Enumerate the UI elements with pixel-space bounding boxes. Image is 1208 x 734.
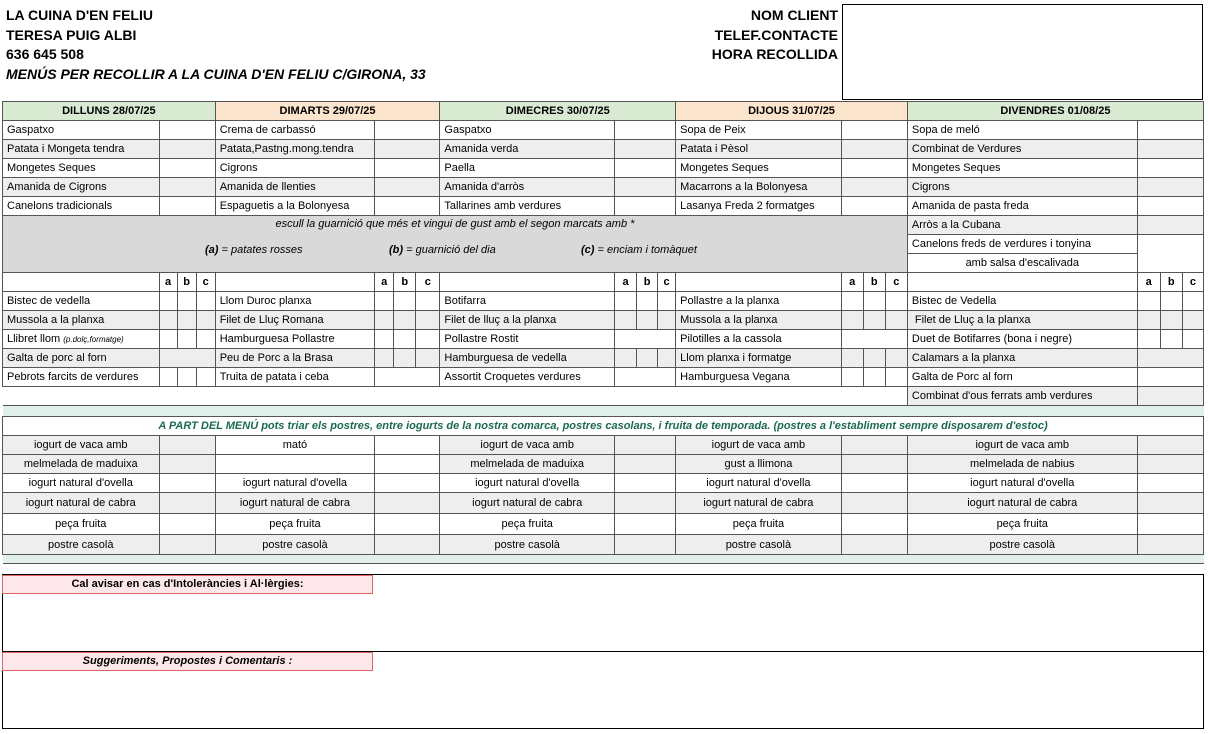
check-a[interactable] [614,349,636,368]
dish-thu-2: Patata i Pèsol [676,140,842,159]
qty-cell[interactable] [841,535,907,555]
check-b[interactable] [394,311,416,330]
dessert-fruit: peça fruita [676,514,842,535]
dish-thu-3: Mongetes Seques [676,159,842,178]
abc-header-row [3,273,1204,292]
qty-cell[interactable] [614,197,675,216]
dish-tue-2: Patata,Pastng.mong.tendra [215,140,375,159]
qty-cell[interactable] [1137,140,1203,159]
qty-cell[interactable] [1137,121,1203,140]
check-a[interactable] [159,311,177,330]
abc-b: b [394,273,416,292]
qty-cell[interactable] [375,159,440,178]
dessert-heading: A PART DEL MENÚ pots triar els postres, entre iogurts de la nostra comarca, postres casolans, i fruita de temporada. (postres a l'establiment sempre disposarem d'estoc) [3,417,1204,436]
qty-cell[interactable] [614,493,675,514]
garnish-note [3,216,908,273]
restaurant-info [6,6,426,84]
qty-cell[interactable] [159,455,215,474]
check-a[interactable] [375,311,394,330]
check-b[interactable] [177,292,196,311]
spacer-row [3,406,1204,417]
dessert-mon-special-2: melmelada de maduixa [3,455,160,474]
dish-wed-2: Amanida verda [440,140,615,159]
second-thu-4: Llom planxa i formatge [676,349,842,368]
abc-b: b [863,273,885,292]
dessert-goat: iogurt natural de cabra [3,493,160,514]
abc-c: c [1182,273,1203,292]
dessert-fruit: peça fruita [440,514,615,535]
dish-tue-1: Crema de carbassó [215,121,375,140]
second-mon-4: Galta de porc al forn [3,349,160,368]
abc-b: b [177,273,196,292]
second-wed-4: Hamburguesa de vedella [440,349,615,368]
dessert-sheep: iogurt natural d'ovella [676,474,842,493]
check-c[interactable] [658,292,676,311]
check-b[interactable] [637,311,658,330]
abc-a: a [375,273,394,292]
qty-cell[interactable] [375,178,440,197]
qty-cell[interactable] [1137,235,1203,273]
dish-tue-5: Espaguetis a la Bolonyesa [215,197,375,216]
check-c[interactable] [885,292,907,311]
garnish-options [7,244,903,258]
qty-cell[interactable] [614,535,675,555]
qty-cell[interactable] [159,474,215,493]
check-b[interactable] [863,349,885,368]
check-c[interactable] [1182,330,1203,349]
qty-cell[interactable] [1137,178,1203,197]
check-c[interactable] [196,292,215,311]
dessert-fruit: peça fruita [215,514,375,535]
qty-cell[interactable] [159,514,215,535]
qty-cell[interactable] [1137,197,1203,216]
qty-cell[interactable] [614,121,675,140]
qty-cell[interactable] [159,121,215,140]
dish-thu-4: Macarrons a la Bolonyesa [676,178,842,197]
second-tue-5: Truita de patata i ceba [215,368,375,387]
check-b[interactable] [863,292,885,311]
dessert-mon-special: iogurt de vaca amb [3,436,160,455]
abc-b: b [1160,273,1182,292]
check-a[interactable] [614,311,636,330]
check-a[interactable] [375,330,394,349]
garnish-option-a: (a) = patates rosses [205,244,303,256]
dessert-fruit: peça fruita [3,514,160,535]
qty-cell[interactable] [159,159,215,178]
check-a[interactable] [1137,311,1160,330]
check-b[interactable] [637,292,658,311]
qty-cell[interactable] [159,493,215,514]
qty-cell[interactable] [159,197,215,216]
qty-cell[interactable] [614,178,675,197]
dish-fri-3: Mongetes Seques [907,159,1137,178]
day-header-fri: DIVENDRES 01/08/25 [907,102,1203,121]
qty-cell[interactable] [614,330,675,349]
qty-cell[interactable] [614,455,675,474]
qty-cell[interactable] [614,514,675,535]
qty-cell[interactable] [159,436,215,455]
check-b[interactable] [863,311,885,330]
second-course-row [3,292,1204,311]
qty-cell[interactable] [841,197,907,216]
check-a[interactable] [375,292,394,311]
check-c[interactable] [658,349,676,368]
dish-mon-2: Patata i Mongeta tendra [3,140,160,159]
suggestions-label: Suggeriments, Propostes i Comentaris : [2,652,373,671]
check-c[interactable] [416,292,440,311]
qty-cell[interactable] [841,140,907,159]
check-b[interactable] [863,368,885,387]
check-b[interactable] [1160,330,1182,349]
second-mon-3: Llibret llom (p.dolç,formatge) [3,330,160,349]
day-header-wed: DIMECRES 30/07/25 [440,102,676,121]
qty-cell[interactable] [614,140,675,159]
qty-cell[interactable] [1137,159,1203,178]
check-a[interactable] [1137,292,1160,311]
qty-cell[interactable] [375,121,440,140]
check-c[interactable] [416,311,440,330]
dish-mon-4: Amanida de Cigrons [3,178,160,197]
client-labels [640,6,838,65]
day-header-row [3,102,1204,121]
check-c[interactable] [196,311,215,330]
dessert-goat: iogurt natural de cabra [215,493,375,514]
check-b[interactable] [177,330,196,349]
second-wed-5: Assortit Croquetes verdures [440,368,615,387]
second-course-row [3,311,1204,330]
second-course-row-extra [3,387,1204,406]
dessert-sheep: iogurt natural d'ovella [3,474,160,493]
qty-cell[interactable] [1137,368,1203,387]
abc-a: a [614,273,636,292]
check-c[interactable] [196,368,215,387]
garnish-option-b: (b) = guarnició del dia [389,244,496,256]
check-c[interactable] [1182,311,1203,330]
dessert-fri-special: iogurt de vaca amb [907,436,1137,455]
check-a[interactable] [159,368,177,387]
dish-mon-5: Canelons tradicionals [3,197,160,216]
qty-cell[interactable] [159,349,215,368]
dessert-homemade: postre casolà [215,535,375,555]
dish-fri-4: Cigrons [907,178,1137,197]
client-info-box[interactable] [842,4,1203,100]
second-tue-1: Llom Duroc planxa [215,292,375,311]
second-tue-2: Filet de Lluç Romana [215,311,375,330]
qty-cell[interactable] [1137,349,1203,368]
dessert-special-row-2 [3,455,1204,474]
first-course-row [3,178,1204,197]
second-course-row [3,349,1204,368]
qty-cell[interactable] [159,140,215,159]
second-wed-2: Filet de lluç a la planxa [440,311,615,330]
check-b[interactable] [394,292,416,311]
qty-cell[interactable] [375,140,440,159]
second-fri-5: Galta de Porc al forn [907,368,1137,387]
check-b[interactable] [1160,292,1182,311]
dish-thu-5: Lasanya Freda 2 formatges [676,197,842,216]
qty-cell[interactable] [1137,436,1203,455]
dish-fri-6: Arròs a la Cubana [907,216,1137,235]
dessert-goat: iogurt natural de cabra [907,493,1137,514]
qty-cell[interactable] [375,368,440,387]
first-course-row [3,159,1204,178]
phone-number: 636 645 508 [6,46,84,62]
qty-cell[interactable] [159,535,215,555]
qty-cell[interactable] [159,178,215,197]
second-fri-3: Duet de Botifarres (bona i negre) [907,330,1137,349]
qty-cell[interactable] [841,159,907,178]
allergies-label: Cal avisar en cas d'Intoleràncies i Al·lèrgies: [2,575,373,594]
dish-mon-1: Gaspatxo [3,121,160,140]
restaurant-name: LA CUINA D'EN FELIU [6,7,153,23]
check-c[interactable] [196,330,215,349]
client-name-label: NOM CLIENT [750,7,838,23]
qty-cell[interactable] [614,474,675,493]
qty-cell[interactable] [841,455,907,474]
second-thu-1: Pollastre a la planxa [676,292,842,311]
check-c[interactable] [885,368,907,387]
check-c[interactable] [658,311,676,330]
qty-cell[interactable] [841,474,907,493]
second-mon-5: Pebrots farcits de verdures [3,368,160,387]
first-course-row [3,140,1204,159]
dish-thu-1: Sopa de Peix [676,121,842,140]
day-header-thu: DIJOUS 31/07/25 [676,102,908,121]
qty-cell[interactable] [1137,387,1203,406]
dessert-fruit: peça fruita [907,514,1137,535]
qty-cell[interactable] [1137,455,1203,474]
dessert-sheep: iogurt natural d'ovella [907,474,1137,493]
qty-cell[interactable] [841,178,907,197]
second-fri-2: Filet de Lluç a la planxa [907,311,1137,330]
spacer-row-2 [3,555,1204,564]
dish-fri-5: Amanida de pasta freda [907,197,1137,216]
check-a[interactable] [841,292,863,311]
check-b[interactable] [1160,311,1182,330]
abc-c: c [658,273,676,292]
llibret-note: (p.dolç,formatge) [63,335,124,344]
qty-cell[interactable] [1137,493,1203,514]
qty-cell[interactable] [1137,514,1203,535]
dish-fri-7-cont: amb salsa d'escalivada [907,254,1137,273]
qty-cell[interactable] [1137,216,1203,235]
qty-cell[interactable] [375,436,440,455]
dessert-fruit-row [3,514,1204,535]
abc-c: c [196,273,215,292]
garnish-title: escull la guarnició que més et vingui de gust amb el segon marcats amb * [275,218,635,230]
second-mon-2: Mussola a la planxa [3,311,160,330]
qty-cell[interactable] [841,514,907,535]
allergies-input[interactable] [2,594,1204,651]
dish-wed-1: Gaspatxo [440,121,615,140]
check-c[interactable] [416,349,440,368]
qty-cell[interactable] [375,197,440,216]
dessert-sheep: iogurt natural d'ovella [215,474,375,493]
second-mon-1: Bistec de vedella [3,292,160,311]
check-a[interactable] [375,349,394,368]
second-thu-5: Hamburguesa Vegana [676,368,842,387]
dish-tue-3: Cigrons [215,159,375,178]
second-course-row [3,368,1204,387]
check-b[interactable] [394,330,416,349]
abc-c: c [885,273,907,292]
second-wed-1: Botifarra [440,292,615,311]
dessert-heading-row [3,417,1204,436]
check-b[interactable] [177,311,196,330]
dessert-goat-row [3,493,1204,514]
qty-cell[interactable] [614,436,675,455]
check-b[interactable] [394,349,416,368]
dessert-wed-special-2: melmelada de maduixa [440,455,615,474]
qty-cell[interactable] [614,368,675,387]
day-header-mon: DILLUNS 28/07/25 [3,102,216,121]
dish-wed-4: Amanida d'arròs [440,178,615,197]
check-c[interactable] [1182,292,1203,311]
day-header-tue: DIMARTS 29/07/25 [215,102,440,121]
check-a[interactable] [841,349,863,368]
dessert-homemade: postre casolà [440,535,615,555]
dish-fri-1: Sopa de meló [907,121,1137,140]
check-c[interactable] [885,349,907,368]
dessert-homemade: postre casolà [3,535,160,555]
dessert-sheep-row [3,474,1204,493]
dish-mon-3: Mongetes Seques [3,159,160,178]
check-a[interactable] [159,292,177,311]
abc-b: b [637,273,658,292]
second-fri-1: Bistec de Vedella [907,292,1137,311]
check-b[interactable] [177,368,196,387]
dessert-thu-special-2: gust a llimona [676,455,842,474]
qty-cell[interactable] [375,474,440,493]
owner-name: TERESA PUIG ALBI [6,26,137,43]
second-wed-3: Pollastre Rostit [440,330,615,349]
check-a[interactable] [614,292,636,311]
qty-cell[interactable] [841,493,907,514]
abc-a: a [1137,273,1160,292]
suggestions-input[interactable] [2,671,1204,728]
check-c[interactable] [416,330,440,349]
qty-cell[interactable] [375,493,440,514]
qty-cell[interactable] [841,121,907,140]
second-thu-2: Mussola a la planxa [676,311,842,330]
dish-wed-3: Paella [440,159,615,178]
qty-cell[interactable] [841,330,907,349]
garnish-option-c: (c) = enciam i tomàquet [581,244,697,256]
second-fri-4: Calamars a la planxa [907,349,1137,368]
qty-cell[interactable] [1137,474,1203,493]
dessert-homemade-row [3,535,1204,555]
dish-wed-5: Tallarines amb verdures [440,197,615,216]
qty-cell[interactable] [614,159,675,178]
dessert-fri-special-2: melmelada de nabius [907,455,1137,474]
qty-cell[interactable] [841,436,907,455]
dish-fri-2: Combinat de Verdures [907,140,1137,159]
garnish-row-1 [3,216,1204,235]
dessert-special-row-1 [3,436,1204,455]
check-a[interactable] [841,311,863,330]
dessert-wed-special: iogurt de vaca amb [440,436,615,455]
dessert-tue-special: mató [215,436,375,455]
first-course-row [3,197,1204,216]
dish-tue-4: Amanida de llenties [215,178,375,197]
second-thu-3: Pilotilles a la cassola [676,330,842,349]
menu-table [2,101,1204,564]
qty-cell[interactable] [375,535,440,555]
second-course-row [3,330,1204,349]
client-phone-label: TELEF.CONTACTE [714,26,838,43]
abc-a: a [159,273,177,292]
check-a[interactable] [159,330,177,349]
abc-c: c [416,273,440,292]
abc-a: a [841,273,863,292]
qty-cell[interactable] [1137,535,1203,555]
qty-cell[interactable] [375,455,440,474]
dessert-homemade: postre casolà [907,535,1137,555]
second-tue-4: Peu de Porc a la Brasa [215,349,375,368]
dessert-thu-special: iogurt de vaca amb [676,436,842,455]
check-c[interactable] [885,311,907,330]
dessert-goat: iogurt natural de cabra [676,493,842,514]
second-fri-6: Combinat d'ous ferrats amb verdures [907,387,1137,406]
dessert-goat: iogurt natural de cabra [440,493,615,514]
dessert-sheep: iogurt natural d'ovella [440,474,615,493]
check-b[interactable] [637,349,658,368]
dessert-tue-special-2 [215,455,375,474]
dish-fri-7: Canelons freds de verdures i tonyina [907,235,1137,254]
qty-cell[interactable] [375,514,440,535]
check-a[interactable] [841,368,863,387]
first-course-row [3,121,1204,140]
pickup-time-label: HORA RECOLLIDA [711,46,838,62]
dessert-homemade: postre casolà [676,535,842,555]
menu-subtitle: MENÚS PER RECOLLIR A LA CUINA D'EN FELIU C/GIRONA, 33 [6,65,426,82]
second-tue-3: Hamburguesa Pollastre [215,330,375,349]
check-a[interactable] [1137,330,1160,349]
